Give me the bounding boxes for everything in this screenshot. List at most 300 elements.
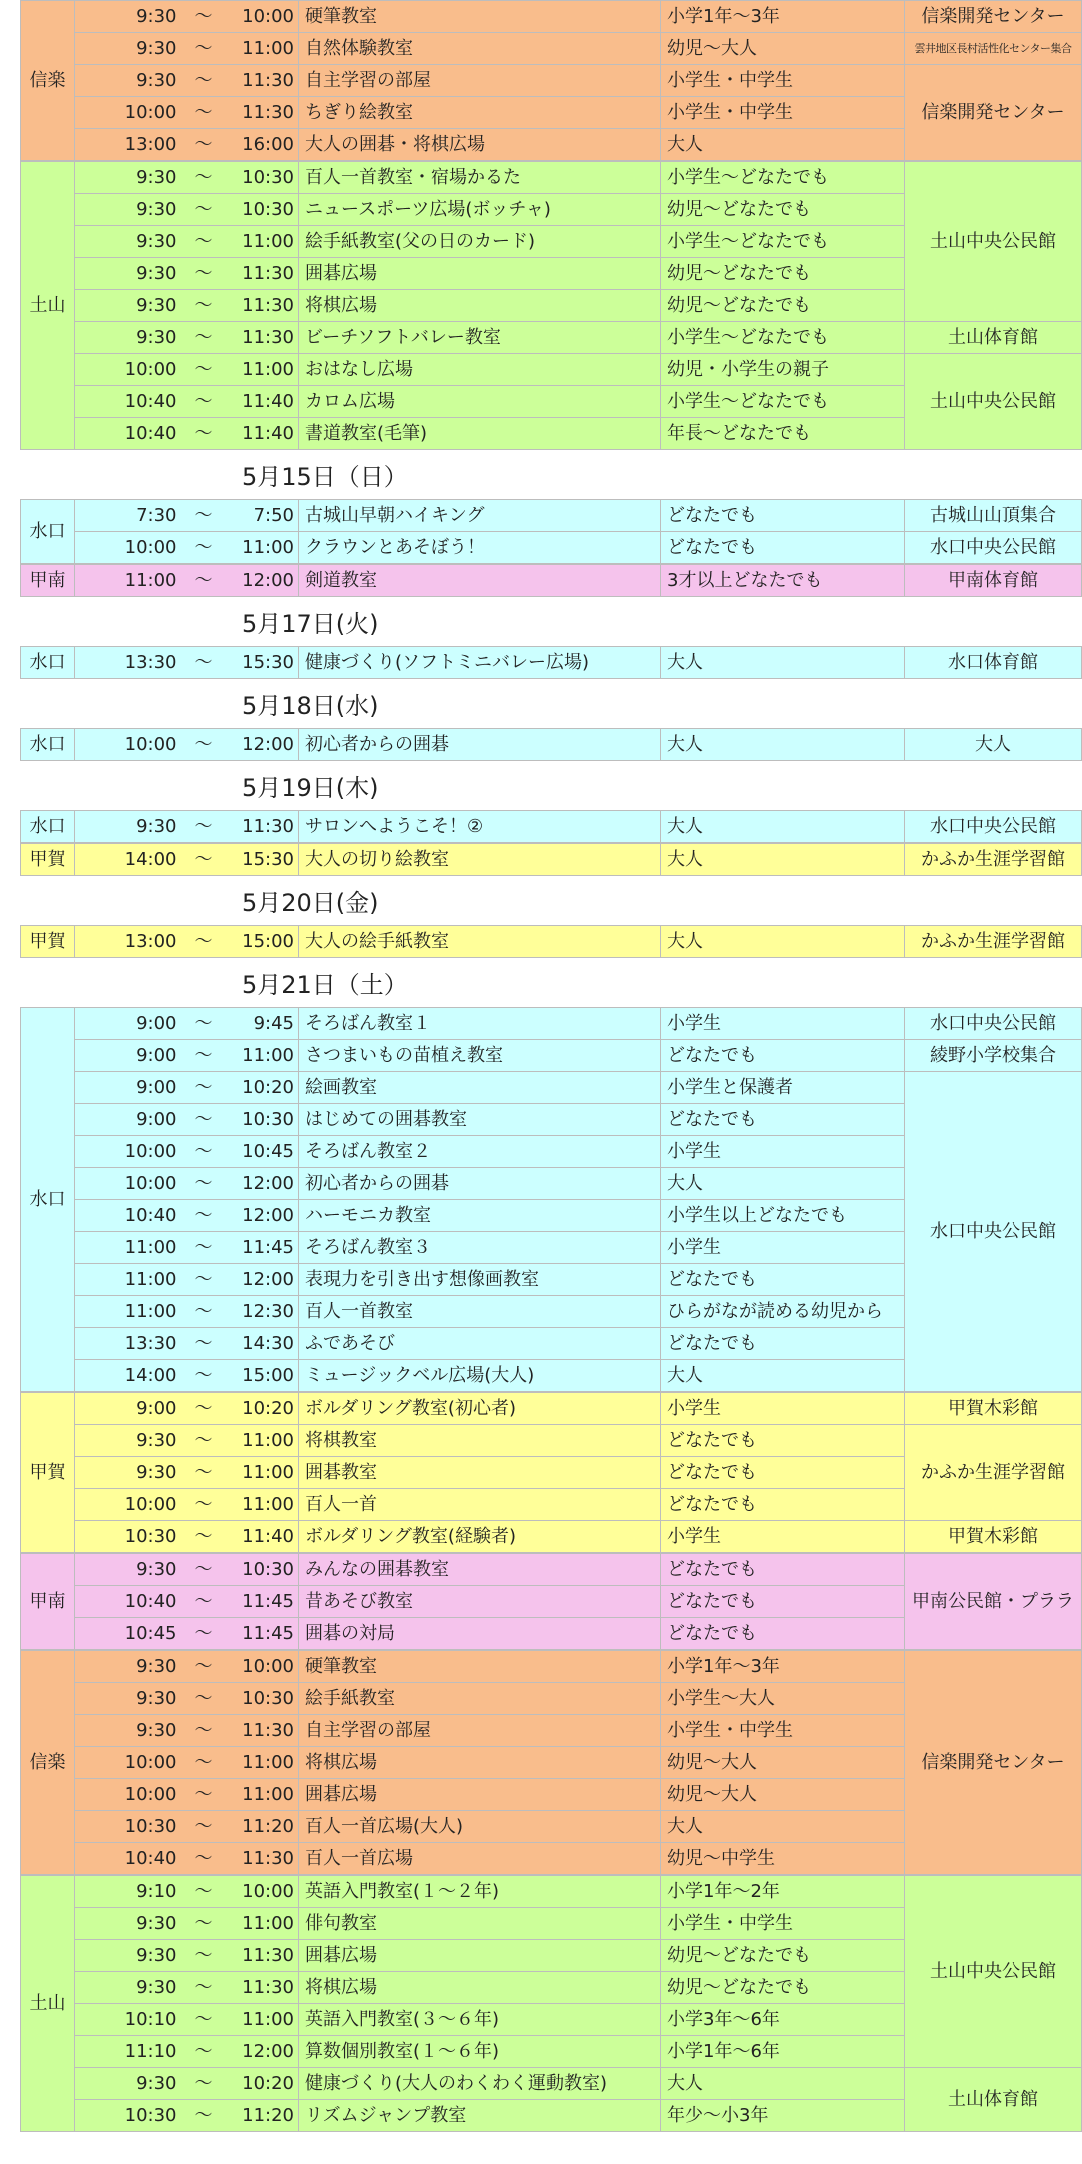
event-name: 囲碁広場 [299,258,661,290]
target-audience: ひらがなが読める幼児から [661,1296,905,1328]
day-heading: 5月21日（土） [242,971,408,999]
time-separator: ～ [179,194,229,226]
start-time: 9:10 [75,1876,179,1908]
event-name: 将棋教室 [299,1425,661,1457]
time-separator: ～ [179,500,229,532]
start-time: 10:30 [75,1521,179,1553]
end-time: 11:40 [229,1521,299,1553]
target-audience: 大人 [661,926,905,958]
event-name: そろばん教室２ [299,1136,661,1168]
start-time: 13:00 [75,926,179,958]
end-time: 14:30 [229,1328,299,1360]
end-time: 11:00 [229,354,299,386]
schedule-group [20,810,1082,843]
start-time: 10:00 [75,532,179,564]
end-time: 11:00 [229,1457,299,1489]
end-time: 12:00 [229,565,299,597]
target-audience: 幼児～どなたでも [661,258,905,290]
start-time: 11:10 [75,2036,179,2068]
target-audience: どなたでも [661,1618,905,1650]
event-name: 英語入門教室(３～６年) [299,2004,661,2036]
time-separator: ～ [179,1008,229,1040]
event-name: はじめての囲碁教室 [299,1104,661,1136]
start-time: 9:30 [75,65,179,97]
table-row [21,2068,1082,2100]
end-time: 11:40 [229,418,299,450]
table-row [21,1393,1082,1425]
event-name: 絵手紙教室(父の日のカード) [299,226,661,258]
time-separator: ～ [179,129,229,161]
start-time: 9:30 [75,1908,179,1940]
event-name: ビーチソフトバレー教室 [299,322,661,354]
table-row [21,811,1082,843]
event-name: ボルダリング教室(経験者) [299,1521,661,1553]
target-audience: 幼児～中学生 [661,1843,905,1875]
event-name: 書道教室(毛筆) [299,418,661,450]
event-name: そろばん教室３ [299,1232,661,1264]
event-name: カロム広場 [299,386,661,418]
event-name: 囲碁広場 [299,1779,661,1811]
event-schedule [20,0,1074,2132]
area-cell: 水口 [21,500,75,564]
start-time: 13:30 [75,647,179,679]
time-separator: ～ [179,65,229,97]
venue-cell: 水口中央公民館 [905,532,1082,564]
time-separator: ～ [179,1040,229,1072]
time-separator: ～ [179,290,229,322]
area-cell: 甲賀 [21,1393,75,1553]
event-name: 硬筆教室 [299,1651,661,1683]
start-time: 10:00 [75,1779,179,1811]
event-name: 大人の絵手紙教室 [299,926,661,958]
time-separator: ～ [179,811,229,843]
end-time: 11:30 [229,65,299,97]
area-cell: 水口 [21,811,75,843]
target-audience: 年長～どなたでも [661,418,905,450]
start-time: 9:30 [75,2068,179,2100]
start-time: 9:30 [75,1457,179,1489]
schedule-group [20,1875,1082,2132]
area-cell: 甲賀 [21,844,75,876]
time-separator: ～ [179,1715,229,1747]
event-name: 将棋広場 [299,1972,661,2004]
table-row [21,65,1082,97]
target-audience: 小学生・中学生 [661,1908,905,1940]
time-separator: ～ [179,1747,229,1779]
time-separator: ～ [179,1328,229,1360]
target-audience: 小学生～どなたでも [661,386,905,418]
event-name: 算数個別教室(１～６年) [299,2036,661,2068]
end-time: 9:45 [229,1008,299,1040]
event-name: 古城山早朝ハイキング [299,500,661,532]
end-time: 11:00 [229,532,299,564]
event-name: 俳句教室 [299,1908,661,1940]
day-heading: 5月15日（日） [242,463,408,491]
target-audience: 小学1年～3年 [661,1,905,33]
end-time: 11:00 [229,33,299,65]
target-audience: 小学生 [661,1008,905,1040]
target-audience: 幼児～どなたでも [661,194,905,226]
end-time: 11:00 [229,1425,299,1457]
time-separator: ～ [179,1360,229,1392]
time-separator: ～ [179,258,229,290]
time-separator: ～ [179,1,229,33]
end-time: 11:30 [229,811,299,843]
schedule-group [20,0,1082,161]
start-time: 10:00 [75,1136,179,1168]
time-separator: ～ [179,729,229,761]
schedule-group [20,646,1082,679]
event-name: 大人の切り絵教室 [299,844,661,876]
target-audience: 小学生・中学生 [661,65,905,97]
time-separator: ～ [179,1136,229,1168]
event-name: みんなの囲碁教室 [299,1554,661,1586]
start-time: 14:00 [75,844,179,876]
target-audience: 大人 [661,844,905,876]
event-name: ミュージックベル広場(大人) [299,1360,661,1392]
event-name: 自然体験教室 [299,33,661,65]
area-cell: 土山 [21,1876,75,2132]
area-cell: 土山 [21,162,75,450]
start-time: 9:30 [75,226,179,258]
event-name: 剣道教室 [299,565,661,597]
time-separator: ～ [179,354,229,386]
target-audience: 小学生～どなたでも [661,226,905,258]
schedule-group [20,1553,1082,1650]
time-separator: ～ [179,1779,229,1811]
time-separator: ～ [179,1811,229,1843]
end-time: 11:30 [229,290,299,322]
venue-cell: 信楽開発センター [905,1651,1082,1875]
target-audience: どなたでも [661,1264,905,1296]
target-audience: どなたでも [661,1457,905,1489]
start-time: 9:30 [75,258,179,290]
venue-cell: 土山中央公民館 [905,1876,1082,2068]
event-name: 百人一首広場 [299,1843,661,1875]
time-separator: ～ [179,322,229,354]
target-audience: 小学1年～3年 [661,1651,905,1683]
event-name: そろばん教室１ [299,1008,661,1040]
time-separator: ～ [179,565,229,597]
venue-cell: 大人 [905,729,1082,761]
event-name: サロンへようこそ！② [299,811,661,843]
time-separator: ～ [179,1876,229,1908]
day-heading: 5月20日(金) [242,889,379,917]
event-name: クラウンとあそぼう！ [299,532,661,564]
end-time: 11:30 [229,258,299,290]
table-row [21,1876,1082,1908]
event-name: 健康づくり(大人のわくわく運動教室) [299,2068,661,2100]
table-row [21,1008,1082,1040]
time-separator: ～ [179,1489,229,1521]
start-time: 10:00 [75,97,179,129]
event-name: 硬筆教室 [299,1,661,33]
start-time: 10:00 [75,729,179,761]
time-separator: ～ [179,1586,229,1618]
event-name: 百人一首教室 [299,1296,661,1328]
table-row [21,33,1082,65]
time-separator: ～ [179,97,229,129]
end-time: 11:45 [229,1586,299,1618]
time-separator: ～ [179,1554,229,1586]
end-time: 15:30 [229,647,299,679]
venue-cell: 甲南体育館 [905,565,1082,597]
event-name: 初心者からの囲碁 [299,729,661,761]
start-time: 10:40 [75,386,179,418]
event-name: 昔あそび教室 [299,1586,661,1618]
day-heading: 5月18日(水) [242,692,379,720]
table-row [21,1425,1082,1457]
time-separator: ～ [179,1683,229,1715]
event-name: おはなし広場 [299,354,661,386]
target-audience: 大人 [661,129,905,161]
time-separator: ～ [179,532,229,564]
event-name: リズムジャンプ教室 [299,2100,661,2132]
schedule-group [20,1007,1082,1392]
end-time: 11:00 [229,1040,299,1072]
venue-cell: かふか生涯学習館 [905,844,1082,876]
time-separator: ～ [179,1618,229,1650]
end-time: 12:00 [229,2036,299,2068]
day-heading: 5月19日(木) [242,774,379,802]
target-audience: 小学生・中学生 [661,97,905,129]
time-separator: ～ [179,2004,229,2036]
table-row [21,500,1082,532]
start-time: 10:45 [75,1618,179,1650]
target-audience: 幼児～どなたでも [661,1972,905,2004]
start-time: 9:30 [75,322,179,354]
start-time: 10:30 [75,2100,179,2132]
venue-cell: 水口体育館 [905,647,1082,679]
venue-cell: 綾野小学校集合 [905,1040,1082,1072]
start-time: 9:30 [75,1972,179,2004]
time-separator: ～ [179,2036,229,2068]
event-name: ボルダリング教室(初心者) [299,1393,661,1425]
end-time: 11:00 [229,226,299,258]
venue-cell: かふか生涯学習館 [905,1425,1082,1521]
start-time: 10:40 [75,1586,179,1618]
schedule-group [20,564,1082,597]
schedule-group [20,161,1082,450]
target-audience: 3才以上どなたでも [661,565,905,597]
event-name: 健康づくり(ソフトミニバレー広場) [299,647,661,679]
target-audience: 小学生と保護者 [661,1072,905,1104]
end-time: 10:20 [229,1393,299,1425]
event-name: 将棋広場 [299,290,661,322]
venue-cell: 水口中央公民館 [905,811,1082,843]
table-row [21,1040,1082,1072]
time-separator: ～ [179,1457,229,1489]
end-time: 11:30 [229,1940,299,1972]
end-time: 7:50 [229,500,299,532]
event-name: ハーモニカ教室 [299,1200,661,1232]
target-audience: どなたでも [661,1489,905,1521]
event-name: 百人一首教室・宿場かるた [299,162,661,194]
target-audience: 年少～小3年 [661,2100,905,2132]
table-row [21,1521,1082,1553]
target-audience: 小学1年～6年 [661,2036,905,2068]
start-time: 9:30 [75,1940,179,1972]
event-name: 英語入門教室(１～２年) [299,1876,661,1908]
end-time: 11:30 [229,1715,299,1747]
time-separator: ～ [179,926,229,958]
venue-cell: 土山体育館 [905,322,1082,354]
end-time: 10:20 [229,2068,299,2100]
target-audience: どなたでも [661,1104,905,1136]
end-time: 12:00 [229,1168,299,1200]
venue-cell: かふか生涯学習館 [905,926,1082,958]
target-audience: 小学生 [661,1521,905,1553]
target-audience: 小学生～大人 [661,1683,905,1715]
event-name: 絵手紙教室 [299,1683,661,1715]
event-name: 表現力を引き出す想像画教室 [299,1264,661,1296]
area-cell: 信楽 [21,1,75,161]
schedule-group [20,728,1082,761]
event-name: 百人一首広場(大人) [299,1811,661,1843]
event-name: 大人の囲碁・将棋広場 [299,129,661,161]
target-audience: 小学1年～2年 [661,1876,905,1908]
end-time: 11:45 [229,1232,299,1264]
target-audience: 小学生 [661,1393,905,1425]
target-audience: 幼児・小学生の親子 [661,354,905,386]
venue-cell: 土山中央公民館 [905,354,1082,450]
target-audience: どなたでも [661,500,905,532]
event-name: さつまいもの苗植え教室 [299,1040,661,1072]
table-row [21,532,1082,564]
time-separator: ～ [179,33,229,65]
end-time: 15:00 [229,926,299,958]
schedule-group [20,1392,1082,1553]
end-time: 10:30 [229,194,299,226]
start-time: 9:30 [75,1651,179,1683]
venue-cell: 甲賀木彩館 [905,1521,1082,1553]
target-audience: どなたでも [661,1425,905,1457]
end-time: 11:30 [229,97,299,129]
end-time: 12:00 [229,729,299,761]
start-time: 10:10 [75,2004,179,2036]
venue-cell: 水口中央公民館 [905,1008,1082,1040]
start-time: 9:00 [75,1008,179,1040]
start-time: 9:30 [75,290,179,322]
end-time: 12:30 [229,1296,299,1328]
time-separator: ～ [179,1393,229,1425]
time-separator: ～ [179,1843,229,1875]
venue-cell: 水口中央公民館 [905,1072,1082,1392]
start-time: 10:40 [75,1200,179,1232]
event-name: ふであそび [299,1328,661,1360]
table-row [21,354,1082,386]
target-audience: 大人 [661,1168,905,1200]
time-separator: ～ [179,1104,229,1136]
table-row [21,1072,1082,1104]
area-cell: 甲南 [21,1554,75,1650]
event-name: 囲碁広場 [299,1940,661,1972]
end-time: 15:30 [229,844,299,876]
target-audience: 小学生 [661,1232,905,1264]
start-time: 9:30 [75,162,179,194]
start-time: 11:00 [75,1232,179,1264]
time-separator: ～ [179,1168,229,1200]
end-time: 12:00 [229,1264,299,1296]
area-cell: 水口 [21,729,75,761]
day-heading: 5月17日(火) [242,610,379,638]
end-time: 11:30 [229,1843,299,1875]
end-time: 11:00 [229,1489,299,1521]
table-row [21,322,1082,354]
time-separator: ～ [179,1200,229,1232]
end-time: 10:00 [229,1651,299,1683]
venue-cell: 信楽開発センター [905,1,1082,33]
target-audience: どなたでも [661,1554,905,1586]
start-time: 11:00 [75,565,179,597]
time-separator: ～ [179,1296,229,1328]
table-row [21,1651,1082,1683]
end-time: 11:20 [229,1811,299,1843]
target-audience: 幼児～大人 [661,1779,905,1811]
time-separator: ～ [179,226,229,258]
start-time: 9:30 [75,1,179,33]
start-time: 10:30 [75,1811,179,1843]
target-audience: 小学生以上どなたでも [661,1200,905,1232]
target-audience: 幼児～大人 [661,33,905,65]
schedule-group [20,1650,1082,1875]
end-time: 11:00 [229,1908,299,1940]
start-time: 11:00 [75,1296,179,1328]
event-name: 将棋広場 [299,1747,661,1779]
time-separator: ～ [179,1940,229,1972]
start-time: 7:30 [75,500,179,532]
start-time: 10:00 [75,1168,179,1200]
target-audience: 大人 [661,1811,905,1843]
table-row [21,162,1082,194]
start-time: 13:30 [75,1328,179,1360]
target-audience: 幼児～どなたでも [661,1940,905,1972]
event-name: ニュースポーツ広場(ボッチャ) [299,194,661,226]
end-time: 10:00 [229,1,299,33]
venue-cell: 土山中央公民館 [905,162,1082,322]
venue-cell: 古城山山頂集合 [905,500,1082,532]
target-audience: どなたでも [661,1328,905,1360]
target-audience: 大人 [661,1360,905,1392]
end-time: 11:40 [229,386,299,418]
start-time: 9:30 [75,194,179,226]
event-name: 自主学習の部屋 [299,1715,661,1747]
time-separator: ～ [179,1908,229,1940]
start-time: 9:30 [75,1683,179,1715]
end-time: 16:00 [229,129,299,161]
start-time: 9:30 [75,1425,179,1457]
end-time: 11:45 [229,1618,299,1650]
schedule-group [20,843,1082,876]
venue-cell: 信楽開発センター [905,65,1082,161]
start-time: 9:00 [75,1072,179,1104]
event-name: ちぎり絵教室 [299,97,661,129]
end-time: 11:00 [229,1747,299,1779]
schedule-group [20,925,1082,958]
start-time: 9:00 [75,1393,179,1425]
event-name: 初心者からの囲碁 [299,1168,661,1200]
area-cell: 信楽 [21,1651,75,1875]
start-time: 10:00 [75,1747,179,1779]
time-separator: ～ [179,1651,229,1683]
area-cell: 甲南 [21,565,75,597]
area-cell: 水口 [21,647,75,679]
end-time: 15:00 [229,1360,299,1392]
time-separator: ～ [179,647,229,679]
time-separator: ～ [179,1264,229,1296]
start-time: 9:30 [75,811,179,843]
event-name: 囲碁の対局 [299,1618,661,1650]
